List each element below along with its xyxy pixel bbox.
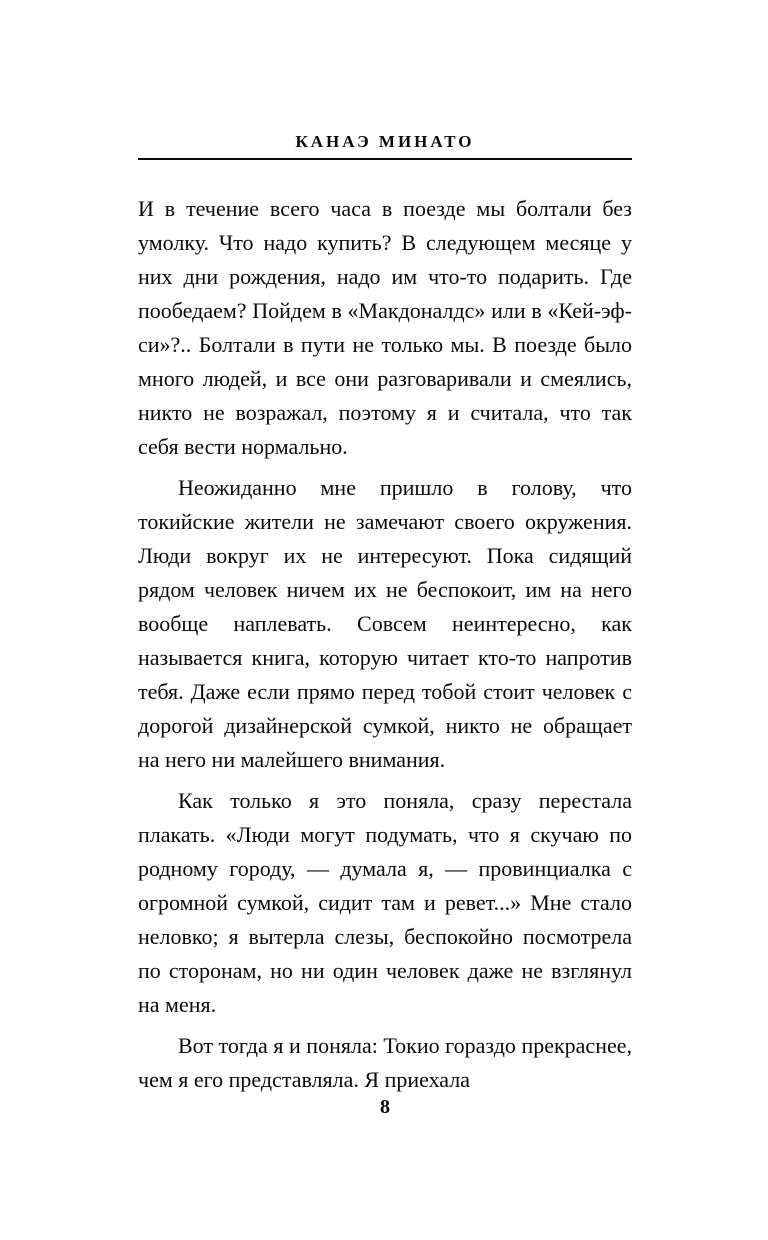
paragraph: Вот тогда я и поняла: Токио гораздо прекраснее, чем я его представляла. Я приехала <box>138 1033 632 1092</box>
paragraph: Неожиданно мне пришло в голову, что токийские жители не замечают своего окружения. Люди вокруг их не интересуют. Пока сидящий рядом человек ничем их не беспокоит, им на него вообще наплевать. Совсем неинтересно, как называется книга, которую читает кто-то напротив тебя. Даже если прямо перед тобой стоит человек с дорогой дизайнерской сумкой, никто не обращает на него ни малейшего внимания. <box>138 475 632 772</box>
paragraph: Как только я это поняла, сразу перестала плакать. «Люди могут подумать, что я скучаю по родному городу, — думала я, — провинциалка с огромной сумкой, сидит там и ревет...» Мне стало неловко; я вытерла слезы, беспокойно посмотрела по сторонам, но ни один человек даже не взглянул на меня. <box>138 788 632 1017</box>
paragraph: И в течение всего часа в поезде мы болтали без умолку. Что надо купить? В следующем месяце у них дни рождения, надо им что-то подарить. Где пообедаем? Пойдем в «Макдоналдс» или в «Кей-эф-си»?.. Болтали в пути не только мы. В поезде было много людей, и все они разговаривали и смеялись, никто не возражал, поэтому я и считала, что так себя вести нормально. <box>138 196 632 459</box>
running-head: КАНАЭ МИНАТО <box>295 132 475 151</box>
body-text <box>138 192 632 1104</box>
header-rule <box>138 158 632 160</box>
page-number: 8 <box>380 1096 390 1118</box>
